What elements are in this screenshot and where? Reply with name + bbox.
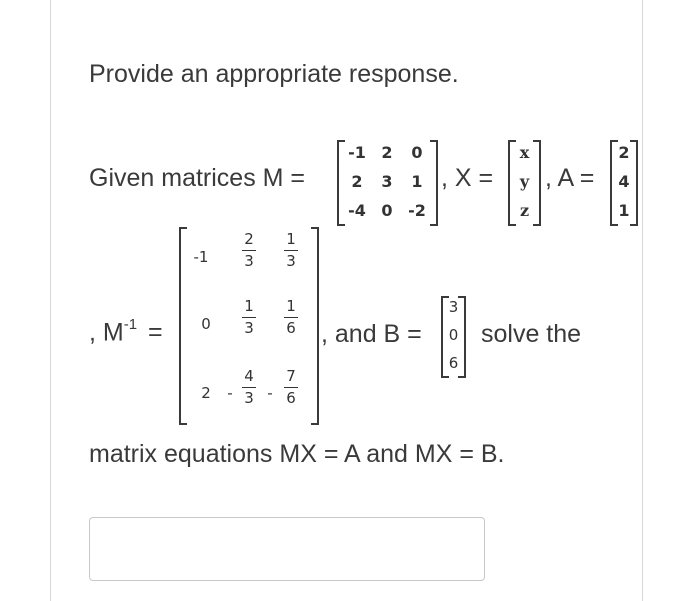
left-border-line <box>50 0 51 601</box>
matrix-m-cell: -1 <box>348 143 366 162</box>
fraction-bar <box>284 250 298 251</box>
m-inverse-lead: , M <box>89 318 124 347</box>
minus-sign: - <box>227 384 233 402</box>
m-inverse-label <box>89 318 163 347</box>
fraction-bar <box>284 387 298 388</box>
fraction-numerator: 1 <box>286 297 296 315</box>
fraction-denominator: 3 <box>244 252 254 270</box>
m-inverse-fraction <box>241 368 257 407</box>
matrix-m-cell: 2 <box>351 172 363 191</box>
matrix-a-cell: 1 <box>618 201 630 220</box>
fraction-denominator: 3 <box>286 252 296 270</box>
matrix-m-inverse-right-bracket <box>311 227 319 425</box>
matrix-m-cell: 0 <box>381 201 393 220</box>
comma-x-label: , X = <box>441 164 494 192</box>
m-inverse-cell: 2 <box>201 384 211 402</box>
matrix-x-cell: x <box>519 143 530 162</box>
fraction-numerator: 1 <box>286 230 296 248</box>
matrix-m-cell: 3 <box>381 172 393 191</box>
matrix-x-cell: z <box>519 201 530 220</box>
matrix-b-cell: 6 <box>448 354 459 372</box>
matrix-b <box>441 296 466 378</box>
matrix-x <box>508 140 541 226</box>
matrix-b-cell: 0 <box>448 326 459 344</box>
matrix-b-cell: 3 <box>448 298 459 316</box>
and-b-label: , and B = <box>321 320 422 348</box>
matrix-m-cell: -4 <box>348 201 366 220</box>
fraction-denominator: 6 <box>286 389 296 407</box>
solve-the-label: solve the <box>481 320 582 348</box>
comma-a-label: , A = <box>545 164 595 192</box>
fraction-numerator: 4 <box>244 367 254 385</box>
m-inverse-cell: -1 <box>193 248 209 266</box>
matrix-m-inverse-left-bracket <box>179 227 187 425</box>
given-matrices-label: Given matrices M = <box>89 164 306 192</box>
matrix-m <box>337 140 438 226</box>
matrix-a <box>610 140 638 226</box>
fraction-bar <box>242 317 256 318</box>
matrix-m-cell: -2 <box>408 201 426 220</box>
right-border-line <box>642 0 643 601</box>
instruction-text: Provide an appropriate response. <box>89 60 459 88</box>
fraction-numerator: 1 <box>244 297 254 315</box>
matrix-a-cell: 4 <box>618 172 630 191</box>
m-inverse-fraction <box>241 231 257 270</box>
matrix-x-cell: y <box>519 172 530 191</box>
fraction-denominator: 6 <box>286 319 296 337</box>
m-inverse-cell: 0 <box>201 315 211 333</box>
fraction-numerator: 2 <box>244 230 254 248</box>
matrix-m-right-bracket <box>430 140 438 226</box>
fraction-bar <box>242 250 256 251</box>
answer-input-box[interactable] <box>89 517 485 581</box>
matrix-a-cell: 2 <box>618 143 630 162</box>
m-inverse-fraction <box>283 231 299 270</box>
fraction-denominator: 3 <box>244 389 254 407</box>
matrix-m-cell: 2 <box>381 143 393 162</box>
m-inverse-equals: = <box>148 318 163 347</box>
m-inverse-fraction <box>241 298 257 337</box>
matrix-m-cell: 0 <box>411 143 423 162</box>
m-inverse-superscript: -1 <box>123 316 138 333</box>
fraction-numerator: 7 <box>286 367 296 385</box>
minus-sign: - <box>267 384 273 402</box>
matrix-m-cell: 1 <box>411 172 423 191</box>
matrix-equations-text: matrix equations MX = A and MX = B. <box>89 440 505 468</box>
m-inverse-fraction <box>283 298 299 337</box>
fraction-denominator: 3 <box>244 319 254 337</box>
fraction-bar <box>242 387 256 388</box>
m-inverse-fraction <box>283 368 299 407</box>
fraction-bar <box>284 317 298 318</box>
matrix-m-inverse <box>179 227 319 425</box>
